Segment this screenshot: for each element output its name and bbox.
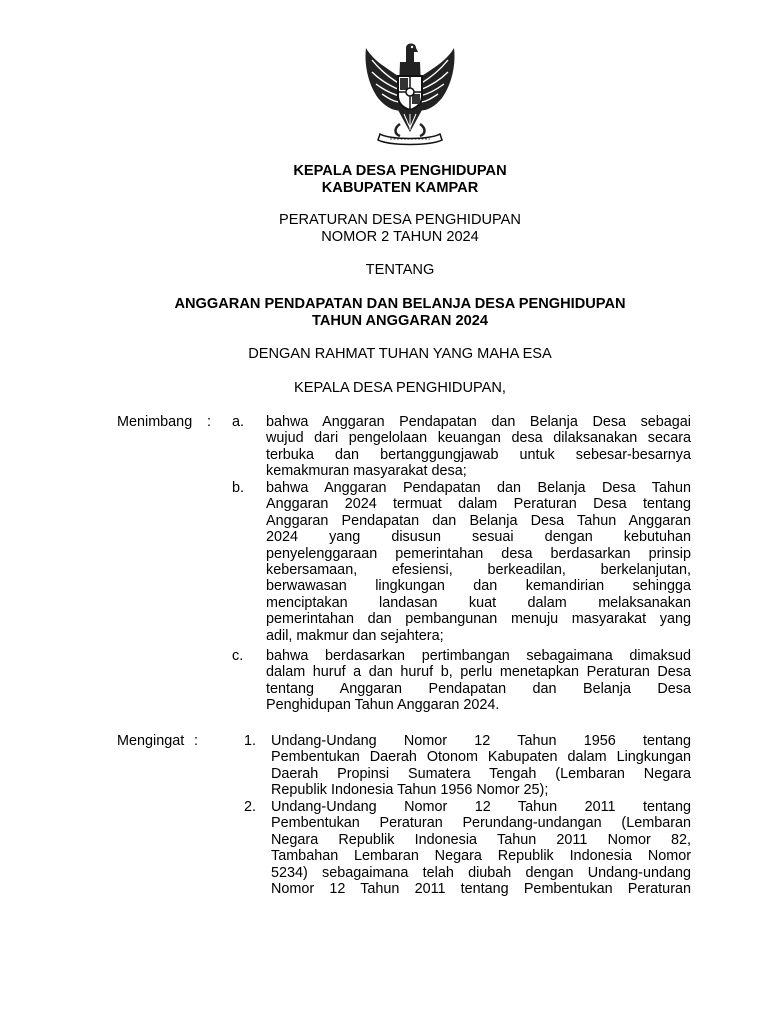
menimbang-a-line: kemakmuran masyarakat desa; xyxy=(266,463,467,480)
menimbang-b-line: kebersamaan, efesiensi, berkeadilan, berkelanjutan, xyxy=(266,562,691,578)
menimbang-marker-c: c. xyxy=(232,648,244,664)
menimbang-a-line: terbuka dan bertanggungjawab untuk sebesar-besarnya xyxy=(266,446,691,463)
mengingat-2-line: Nomor 12 Tahun 2011 tentang Pembentukan Peraturan xyxy=(271,881,691,897)
about-heading: TENTANG xyxy=(365,262,435,278)
regulation-line-1: PERATURAN DESA PENGHIDUPAN xyxy=(279,212,521,228)
mengingat-label: Mengingat xyxy=(117,733,185,749)
mengingat-separator: : xyxy=(194,733,198,749)
mengingat-marker-1: 1. xyxy=(244,733,257,749)
menimbang-b-line: penyelenggaraan pemerintahan desa berdasarkan prinsip xyxy=(266,545,691,562)
subject-line-1: ANGGARAN PENDAPATAN DAN BELANJA DESA PENGHIDUPAN xyxy=(174,296,626,312)
mengingat-1-line: Daerah Propinsi Sumatera Tengah (Lembaran Negara xyxy=(271,765,691,782)
mengingat-1-line: Pembentukan Daerah Otonom Kabupaten dalam Lingkungan xyxy=(271,749,691,766)
mengingat-marker-2: 2. xyxy=(244,799,257,815)
mengingat-1-line: Undang-Undang Nomor 12 Tahun 1956 tentang xyxy=(271,733,691,749)
menimbang-marker-a: a. xyxy=(232,414,245,430)
mengingat-2-line: Negara Republik Indonesia Tahun 2011 Nomor 82, xyxy=(271,831,691,848)
subject-line-2: TAHUN ANGGARAN 2024 xyxy=(312,313,488,329)
menimbang-b-line: berwawasan lingkungan dan kemandirian sehingga xyxy=(266,578,691,595)
menimbang-b-line: bahwa Anggaran Pendapatan dan Belanja Desa Tahun xyxy=(266,480,691,496)
menimbang-b-line: 2024 yang disusun sesuai dengan kebutuhan xyxy=(266,529,691,546)
header-line-2: KABUPATEN KAMPAR xyxy=(321,180,479,196)
mengingat-2-line: Tambahan Lembaran Negara Republik Indonesia Nomor xyxy=(271,848,691,865)
menimbang-c-line: tentang Anggaran Pendapatan dan Belanja Desa xyxy=(266,680,691,697)
mengingat-1-line: Republik Indonesia Tahun 1956 Nomor 25); xyxy=(271,782,549,799)
menimbang-c-line: bahwa berdasarkan pertimbangan sebagaimana dimaksud xyxy=(266,648,691,664)
menimbang-b-line: pemerintahan dan pembangunan menuju masyarakat yang xyxy=(266,611,691,628)
mengingat-2-line: Pembentukan Peraturan Perundang-undangan (Lembaran xyxy=(271,815,691,832)
menimbang-separator: : xyxy=(207,414,211,430)
garuda-emblem xyxy=(360,40,460,146)
menimbang-a-line: wujud dari pengelolaan keuangan desa dilaksanakan secara xyxy=(266,430,691,447)
menimbang-b-line: Anggaran Pendapatan dan Belanja Desa Tahun Anggaran xyxy=(266,512,691,529)
menimbang-c-line: Penghidupan Tahun Anggaran 2024. xyxy=(266,697,500,714)
mengingat-2-line: 5234) sebagaimana telah diubah dengan Undang-undang xyxy=(271,864,691,881)
blessing-line: DENGAN RAHMAT TUHAN YANG MAHA ESA xyxy=(248,346,552,362)
menimbang-label: Menimbang xyxy=(117,414,193,430)
menimbang-b-line: Anggaran 2024 termuat dalam Peraturan Desa tentang xyxy=(266,496,691,513)
header-line-1: KEPALA DESA PENGHIDUPAN xyxy=(293,163,507,179)
menimbang-b-line: adil, makmur dan sejahtera; xyxy=(266,627,444,644)
regulation-line-2: NOMOR 2 TAHUN 2024 xyxy=(321,229,479,245)
authority-line: KEPALA DESA PENGHIDUPAN, xyxy=(294,380,506,396)
menimbang-b-line: menciptakan landasan kuat dalam melaksanakan xyxy=(266,594,691,611)
menimbang-marker-b: b. xyxy=(232,480,245,496)
garuda-emblem-icon xyxy=(360,40,460,146)
menimbang-c-line: dalam huruf a dan huruf b, perlu menetapkan Peraturan Desa xyxy=(266,664,691,681)
mengingat-2-line: Undang-Undang Nomor 12 Tahun 2011 tentang xyxy=(271,799,691,815)
menimbang-a-line: bahwa Anggaran Pendapatan dan Belanja Desa sebagai xyxy=(266,414,691,430)
